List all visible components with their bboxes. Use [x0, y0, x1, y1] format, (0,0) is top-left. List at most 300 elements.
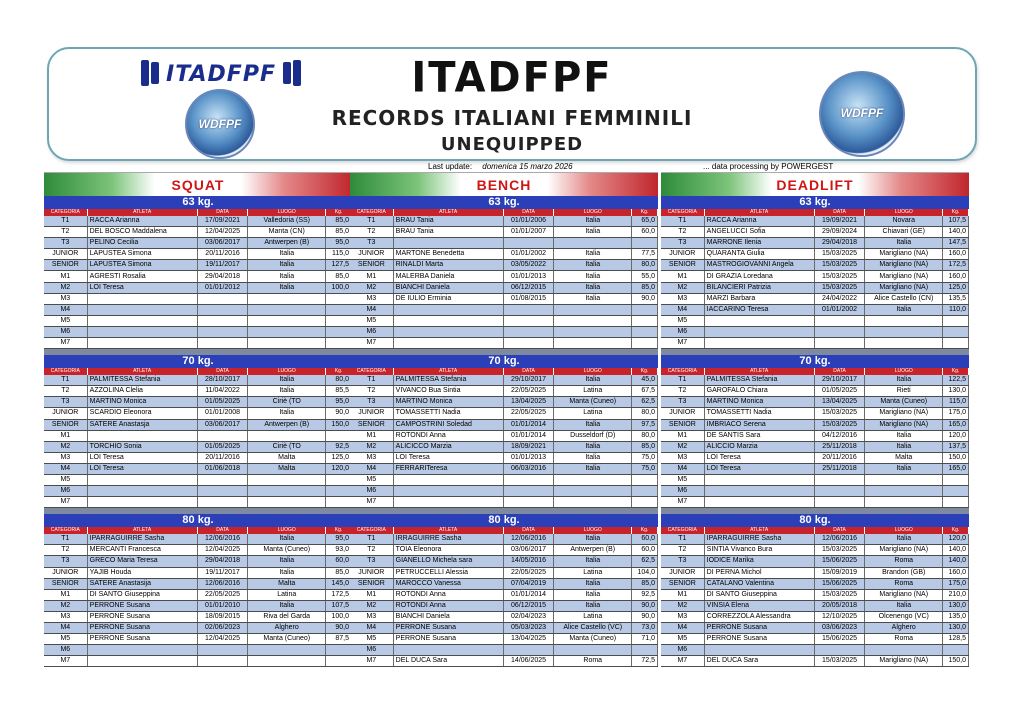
category-cell: M1: [350, 589, 393, 600]
table-row: [44, 293, 352, 304]
column-header: Kg.: [943, 527, 969, 534]
athlete-cell: [87, 474, 197, 485]
location-cell: Roma: [554, 656, 632, 667]
category-cell: M1: [44, 271, 87, 282]
date-cell: 12/10/2025: [814, 611, 865, 622]
kg-cell: 87,5: [326, 634, 352, 645]
athlete-cell: [87, 326, 197, 337]
date-cell: 15/03/2025: [814, 419, 865, 430]
athlete-cell: IPARRAGUIRRE Sasha: [704, 534, 814, 545]
date-cell: 01/01/2012: [197, 282, 248, 293]
kg-cell: [943, 338, 969, 349]
athlete-cell: BIANCHI Daniela: [393, 611, 503, 622]
athlete-cell: PERRONE Susana: [704, 623, 814, 634]
athlete-cell: LAPUSTEA Simona: [87, 249, 197, 260]
division-label: UNEQUIPPED: [440, 134, 584, 155]
table-row: [350, 408, 658, 419]
table-row: [44, 249, 352, 260]
table-row: [44, 260, 352, 271]
last-update-date: domenica 15 marzo 2026: [482, 162, 573, 171]
location-cell: Italia: [554, 227, 632, 238]
location-cell: Italia: [554, 293, 632, 304]
location-cell: [865, 497, 943, 508]
category-cell: M2: [350, 282, 393, 293]
date-cell: 12/04/2025: [197, 545, 248, 556]
column-header: ATLETA: [704, 209, 814, 216]
athlete-cell: BRAU Tania: [393, 227, 503, 238]
table-row: [661, 408, 969, 419]
date-cell: [197, 486, 248, 497]
athlete-cell: [87, 293, 197, 304]
date-cell: 02/06/2023: [197, 623, 248, 634]
date-cell: 15/03/2025: [814, 260, 865, 271]
kg-cell: 60,0: [632, 545, 658, 556]
date-cell: 22/05/2025: [197, 589, 248, 600]
location-cell: Manta (CN): [248, 227, 326, 238]
table-row: [661, 567, 969, 578]
date-cell: 20/11/2016: [814, 452, 865, 463]
kg-cell: 107,5: [326, 600, 352, 611]
athlete-cell: CAMPOSTRINI Soledad: [393, 419, 503, 430]
date-cell: 01/01/2008: [197, 408, 248, 419]
athlete-cell: PERRONE Susana: [87, 623, 197, 634]
location-cell: [248, 656, 326, 667]
table-row: [661, 556, 969, 567]
table-row: [661, 227, 969, 238]
athlete-cell: [393, 315, 503, 326]
lift-banner: [350, 172, 658, 196]
kg-cell: [632, 238, 658, 249]
athlete-cell: [87, 656, 197, 667]
category-cell: M4: [350, 463, 393, 474]
location-cell: [248, 304, 326, 315]
location-cell: Alghero: [248, 623, 326, 634]
category-cell: M1: [350, 271, 393, 282]
kg-cell: 165,0: [943, 463, 969, 474]
table-row: [350, 430, 658, 441]
table-row: [350, 645, 658, 656]
date-cell: 20/05/2018: [814, 600, 865, 611]
location-cell: Italia: [554, 271, 632, 282]
location-cell: Marigliano (NA): [865, 249, 943, 260]
kg-cell: 130,0: [943, 386, 969, 397]
location-cell: [554, 326, 632, 337]
column-header: CATEGORIA: [661, 209, 704, 216]
kg-cell: 137,5: [943, 441, 969, 452]
table-row: [661, 497, 969, 508]
date-cell: [814, 338, 865, 349]
athlete-cell: BIANCHI Daniela: [393, 282, 503, 293]
location-cell: Marigliano (NA): [865, 282, 943, 293]
date-cell: 15/03/2025: [814, 408, 865, 419]
kg-cell: 135,0: [943, 611, 969, 622]
location-cell: Alghero: [865, 623, 943, 634]
kg-cell: [326, 656, 352, 667]
athlete-cell: RINALDI Marta: [393, 260, 503, 271]
date-cell: 15/03/2025: [814, 271, 865, 282]
table-row: [350, 567, 658, 578]
kg-cell: [326, 645, 352, 656]
table-row: [661, 386, 969, 397]
location-cell: Marigliano (NA): [865, 271, 943, 282]
category-cell: M3: [350, 611, 393, 622]
date-cell: 19/09/2021: [814, 216, 865, 227]
category-cell: T2: [44, 227, 87, 238]
category-cell: T3: [661, 556, 704, 567]
kg-cell: [326, 315, 352, 326]
table-row: [44, 656, 352, 667]
date-cell: 11/04/2022: [197, 386, 248, 397]
column-header: Kg.: [632, 368, 658, 375]
category-cell: M5: [661, 315, 704, 326]
athlete-cell: BILANCIERI Patrizia: [704, 282, 814, 293]
location-cell: Italia: [554, 452, 632, 463]
lift-column-deadlift: [661, 172, 969, 667]
kg-cell: [326, 326, 352, 337]
weight-class-header: 80 kg.: [661, 514, 969, 527]
wdfpf-seal-right: WDFPF: [819, 71, 905, 157]
athlete-cell: FERRARITeresa: [393, 463, 503, 474]
table-row: [44, 326, 352, 337]
kg-cell: 95,0: [326, 534, 352, 545]
location-cell: Antwerpen (B): [248, 238, 326, 249]
table-row: [44, 375, 352, 386]
location-cell: Italia: [248, 556, 326, 567]
date-cell: 29/04/2018: [814, 238, 865, 249]
column-header: DATA: [814, 527, 865, 534]
category-cell: T3: [350, 397, 393, 408]
table-row: [350, 474, 658, 485]
location-cell: Manta (Cuneo): [248, 545, 326, 556]
date-cell: 01/01/2006: [503, 216, 554, 227]
date-cell: [503, 486, 554, 497]
category-cell: M7: [661, 656, 704, 667]
table-row: [350, 216, 658, 227]
category-cell: SENIOR: [661, 419, 704, 430]
category-cell: JUNIOR: [350, 567, 393, 578]
athlete-cell: AZZOLINA Clelia: [87, 386, 197, 397]
kg-cell: 130,0: [943, 600, 969, 611]
location-cell: [554, 474, 632, 485]
date-cell: [197, 326, 248, 337]
category-cell: M3: [350, 293, 393, 304]
athlete-cell: SINTIA Vivanco Bura: [704, 545, 814, 556]
kg-cell: 60,0: [632, 534, 658, 545]
athlete-cell: PERRONE Susana: [87, 611, 197, 622]
location-cell: [248, 326, 326, 337]
athlete-cell: [704, 338, 814, 349]
table-row: [44, 338, 352, 349]
table-row: [44, 304, 352, 315]
athlete-cell: YAJIB Houda: [87, 567, 197, 578]
table-row: [44, 578, 352, 589]
category-cell: JUNIOR: [44, 567, 87, 578]
category-cell: T2: [661, 227, 704, 238]
date-cell: [814, 497, 865, 508]
category-cell: JUNIOR: [661, 567, 704, 578]
athlete-cell: VIVANCO Bua Sintia: [393, 386, 503, 397]
athlete-cell: [87, 304, 197, 315]
location-cell: Malta: [248, 463, 326, 474]
location-cell: Italia: [554, 463, 632, 474]
location-cell: Roma: [865, 556, 943, 567]
date-cell: 25/11/2018: [814, 441, 865, 452]
table-row: [661, 375, 969, 386]
athlete-cell: TOMASSETTI Nadia: [704, 408, 814, 419]
kg-cell: [326, 338, 352, 349]
athlete-cell: [704, 497, 814, 508]
weight-class-header: 80 kg.: [350, 514, 658, 527]
athlete-cell: [87, 338, 197, 349]
date-cell: [814, 315, 865, 326]
athlete-cell: IACCARINO Teresa: [704, 304, 814, 315]
date-cell: [197, 338, 248, 349]
kg-cell: 93,0: [326, 545, 352, 556]
athlete-cell: DE SANTIS Sara: [704, 430, 814, 441]
weight-class-header: 63 kg.: [44, 196, 352, 209]
kg-cell: 80,0: [632, 260, 658, 271]
category-cell: M1: [661, 589, 704, 600]
table-row: [44, 397, 352, 408]
athlete-cell: GRECO Maria Teresa: [87, 556, 197, 567]
weight-class-header: 80 kg.: [44, 514, 352, 527]
date-cell: 01/05/2025: [814, 386, 865, 397]
athlete-cell: CATALANO Valentina: [704, 578, 814, 589]
athlete-cell: [704, 326, 814, 337]
table-row: [350, 304, 658, 315]
location-cell: Italia: [248, 375, 326, 386]
date-cell: [197, 645, 248, 656]
category-cell: M6: [661, 326, 704, 337]
table-row: [350, 386, 658, 397]
location-cell: Manta (Cuneo): [554, 397, 632, 408]
column-header: ATLETA: [87, 368, 197, 375]
table-row: [44, 430, 352, 441]
lift-banner: [44, 172, 352, 196]
column-header: LUOGO: [865, 209, 943, 216]
athlete-cell: RACCA Arianna: [87, 216, 197, 227]
date-cell: [197, 430, 248, 441]
column-header: LUOGO: [865, 527, 943, 534]
athlete-cell: IODICE Marika: [704, 556, 814, 567]
location-cell: Italia: [554, 600, 632, 611]
kg-cell: 85,0: [326, 227, 352, 238]
records-table: [44, 368, 352, 508]
table-row: [661, 419, 969, 430]
athlete-cell: PERRONE Susana: [393, 634, 503, 645]
logo-text: ITADFPF: [166, 62, 276, 87]
table-row: [44, 556, 352, 567]
date-cell: 12/06/2016: [197, 534, 248, 545]
category-cell: M6: [661, 645, 704, 656]
category-cell: M7: [44, 497, 87, 508]
date-cell: 13/04/2025: [503, 634, 554, 645]
athlete-cell: RACCA Arianna: [704, 216, 814, 227]
last-update-label: Last update:: [428, 162, 473, 171]
date-cell: 15/06/2025: [814, 578, 865, 589]
kg-cell: 125,0: [326, 452, 352, 463]
records-table: [661, 527, 969, 667]
category-cell: T2: [350, 545, 393, 556]
category-cell: M3: [661, 293, 704, 304]
weight-class-header: 63 kg.: [350, 196, 658, 209]
kg-cell: 122,5: [943, 375, 969, 386]
location-cell: Antwerpen (B): [554, 545, 632, 556]
category-cell: M2: [350, 441, 393, 452]
athlete-cell: PERRONE Susana: [704, 634, 814, 645]
column-header: LUOGO: [554, 368, 632, 375]
location-cell: [248, 486, 326, 497]
date-cell: 22/05/2025: [503, 408, 554, 419]
category-cell: M1: [44, 430, 87, 441]
table-row: [44, 545, 352, 556]
kg-cell: [943, 474, 969, 485]
athlete-cell: [393, 645, 503, 656]
kg-cell: [632, 304, 658, 315]
location-cell: Italia: [248, 249, 326, 260]
kg-cell: 92,5: [632, 589, 658, 600]
date-cell: [814, 486, 865, 497]
table-row: [44, 486, 352, 497]
column-header: LUOGO: [248, 209, 326, 216]
location-cell: Alice Castello (VC): [554, 623, 632, 634]
kg-cell: 60,0: [326, 556, 352, 567]
athlete-cell: PELINO Cecilia: [87, 238, 197, 249]
category-cell: M6: [44, 326, 87, 337]
table-row: [350, 611, 658, 622]
category-cell: M7: [44, 656, 87, 667]
lift-banner: [661, 172, 969, 196]
athlete-cell: [704, 474, 814, 485]
location-cell: Latina: [554, 386, 632, 397]
category-cell: T3: [44, 556, 87, 567]
date-cell: 12/06/2016: [503, 534, 554, 545]
column-header: ATLETA: [393, 527, 503, 534]
category-cell: M4: [44, 304, 87, 315]
athlete-cell: MERCANTI Francesca: [87, 545, 197, 556]
column-header: DATA: [814, 368, 865, 375]
column-header: DATA: [503, 368, 554, 375]
location-cell: [865, 645, 943, 656]
column-header: Kg.: [943, 209, 969, 216]
page-title: ITADFPF: [411, 53, 613, 103]
kg-cell: 85,0: [326, 567, 352, 578]
category-cell: T2: [350, 386, 393, 397]
category-cell: M2: [661, 600, 704, 611]
kg-cell: 120,0: [326, 463, 352, 474]
date-cell: 02/04/2023: [503, 611, 554, 622]
athlete-cell: ALICICCO Marzia: [393, 441, 503, 452]
athlete-cell: IMBRIACO Serena: [704, 419, 814, 430]
category-cell: T3: [350, 238, 393, 249]
table-row: [661, 474, 969, 485]
category-cell: T3: [44, 397, 87, 408]
location-cell: [248, 293, 326, 304]
weight-class-header: 70 kg.: [350, 355, 658, 368]
athlete-cell: DI PERNA Michol: [704, 567, 814, 578]
category-cell: M3: [44, 293, 87, 304]
athlete-cell: TORCHIO Sonia: [87, 441, 197, 452]
kg-cell: 90,0: [632, 611, 658, 622]
column-header: Kg.: [326, 209, 352, 216]
table-row: [661, 634, 969, 645]
athlete-cell: [393, 474, 503, 485]
athlete-cell: GIANELLO Michela sara: [393, 556, 503, 567]
table-row: [350, 375, 658, 386]
date-cell: 01/01/2013: [503, 452, 554, 463]
location-cell: Italia: [248, 271, 326, 282]
table-row: [661, 338, 969, 349]
wdfpf-seal-left: WDFPF: [185, 89, 255, 159]
category-cell: T1: [661, 216, 704, 227]
location-cell: Italia: [554, 282, 632, 293]
location-cell: Italia: [248, 600, 326, 611]
date-cell: 22/05/2025: [503, 386, 554, 397]
date-cell: 04/12/2016: [814, 430, 865, 441]
category-cell: M7: [661, 497, 704, 508]
athlete-cell: [87, 497, 197, 508]
column-header: CATEGORIA: [350, 527, 393, 534]
table-row: [350, 271, 658, 282]
table-row: [350, 315, 658, 326]
date-cell: [197, 474, 248, 485]
location-cell: Italia: [865, 430, 943, 441]
date-cell: 20/11/2016: [197, 452, 248, 463]
table-row: [661, 600, 969, 611]
category-cell: M2: [44, 441, 87, 452]
category-cell: M4: [661, 304, 704, 315]
athlete-cell: SATERE Anastasija: [87, 578, 197, 589]
category-cell: M2: [350, 600, 393, 611]
location-cell: Italia: [554, 260, 632, 271]
records-table: [350, 527, 658, 667]
kg-cell: 90,0: [326, 623, 352, 634]
date-cell: 17/09/2021: [197, 216, 248, 227]
date-cell: 29/04/2018: [197, 271, 248, 282]
column-header: CATEGORIA: [44, 209, 87, 216]
category-cell: M5: [661, 474, 704, 485]
date-cell: 03/06/2017: [197, 238, 248, 249]
athlete-cell: ROTONDI Anna: [393, 600, 503, 611]
kg-cell: 92,5: [326, 441, 352, 452]
location-cell: Rieti: [865, 386, 943, 397]
location-cell: Italia: [554, 534, 632, 545]
date-cell: 01/01/2013: [503, 271, 554, 282]
records-table: [350, 368, 658, 508]
category-cell: M1: [661, 430, 704, 441]
kg-cell: 175,0: [943, 578, 969, 589]
kg-cell: 62,5: [632, 556, 658, 567]
category-cell: M5: [44, 634, 87, 645]
category-cell: M2: [661, 441, 704, 452]
category-cell: T1: [350, 216, 393, 227]
category-cell: SENIOR: [661, 260, 704, 271]
column-header: LUOGO: [554, 527, 632, 534]
athlete-cell: [87, 430, 197, 441]
column-header: CATEGORIA: [661, 368, 704, 375]
date-cell: 01/05/2025: [197, 441, 248, 452]
location-cell: Manta (Cuneo): [248, 634, 326, 645]
location-cell: Brandon (GB): [865, 567, 943, 578]
table-row: [350, 656, 658, 667]
location-cell: [248, 497, 326, 508]
location-cell: Marigliano (NA): [865, 656, 943, 667]
kg-cell: [943, 326, 969, 337]
location-cell: [865, 315, 943, 326]
table-row: [44, 497, 352, 508]
location-cell: Italia: [554, 419, 632, 430]
column-header: LUOGO: [248, 527, 326, 534]
